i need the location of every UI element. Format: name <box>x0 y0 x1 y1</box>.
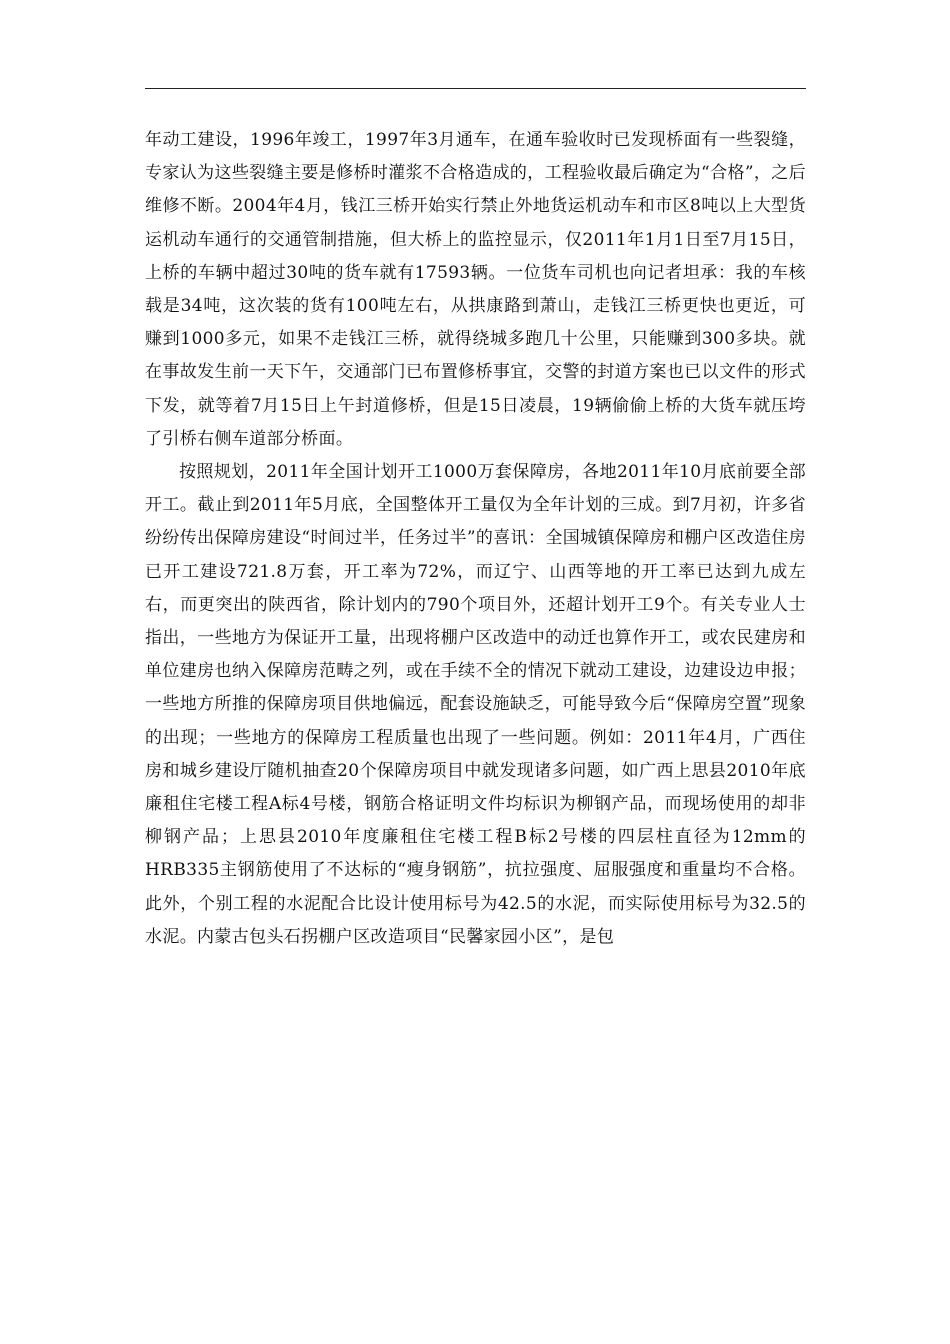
header-rule <box>145 88 806 89</box>
paragraph-2: 按照规划，2011年全国计划开工1000万套保障房，各地2011年10月底前要全部开工。截止到2011年5月底，全国整体开工量仅为全年计划的三成。到7月初，许多省纷纷传出保障房建设“时间过半，任务过半”的喜讯：全国城镇保障房和棚户区改造住房已开工建设721.8万套，开工率为72%，而辽宁、山西等地的开工率已达到九成左右，而更突出的陕西省，除计划内的790个项目外，还超计划开工9个。有关专业人士指出，一些地方为保证开工量，出现将棚户区改造中的动迁也算作开工，或农民建房和单位建房也纳入保障房范畴之列，或在手续不全的情况下就动工建设，边建设边申报；一些地方所推的保障房项目供地偏远，配套设施缺乏，可能导致今后“保障房空置”现象的出现；一些地方的保障房工程质量也出现了一些问题。例如：2011年4月，广西住房和城乡建设厅随机抽查20个保障房项目中就发现诸多问题，如广西上思县2010年底廉租住宅楼工程A标4号楼，钢筋合格证明文件均标识为柳钢产品，而现场使用的却非柳钢产品；上思县2010年度廉租住宅楼工程B标2号楼的四层柱直径为12mm的HRB335主钢筋使用了不达标的“瘦身钢筋”，抗拉强度、屈服强度和重量均不合格。此外，个别工程的水泥配合比设计使用标号为42.5的水泥，而实际使用标号为32.5的水泥。内蒙古包头石拐棚户区改造项目“民馨家园小区”，是包 <box>145 462 806 947</box>
body-text <box>145 124 806 954</box>
paragraph-1: 年动工建设，1996年竣工，1997年3月通车，在通车验收时已发现桥面有一些裂缝，专家认为这些裂缝主要是修桥时灌浆不合格造成的，工程验收最后确定为“合格”，之后维修不断。2004年4月，钱江三桥开始实行禁止外地货运机动车和市区8吨以上大型货运机动车通行的交通管制措施，但大桥上的监控显示，仅2011年1月1日至7月15日，上桥的车辆中超过30吨的货车就有17593辆。一位货车司机也向记者坦承：我的车核载是34吨，这次装的货有100吨左右，从拱康路到萧山，走钱江三桥更快也更近，可赚到1000多元，如果不走钱江三桥，就得绕城多跑几十公里，只能赚到300多块。就在事故发生前一天下午，交通部门已布置修桥事宜，交警的封道方案也已以文件的形式下发，就等着7月15日上午封道修桥，但是15日凌晨，19辆偷偷上桥的大货车就压垮了引桥右侧车道部分桥面。 <box>145 130 806 449</box>
